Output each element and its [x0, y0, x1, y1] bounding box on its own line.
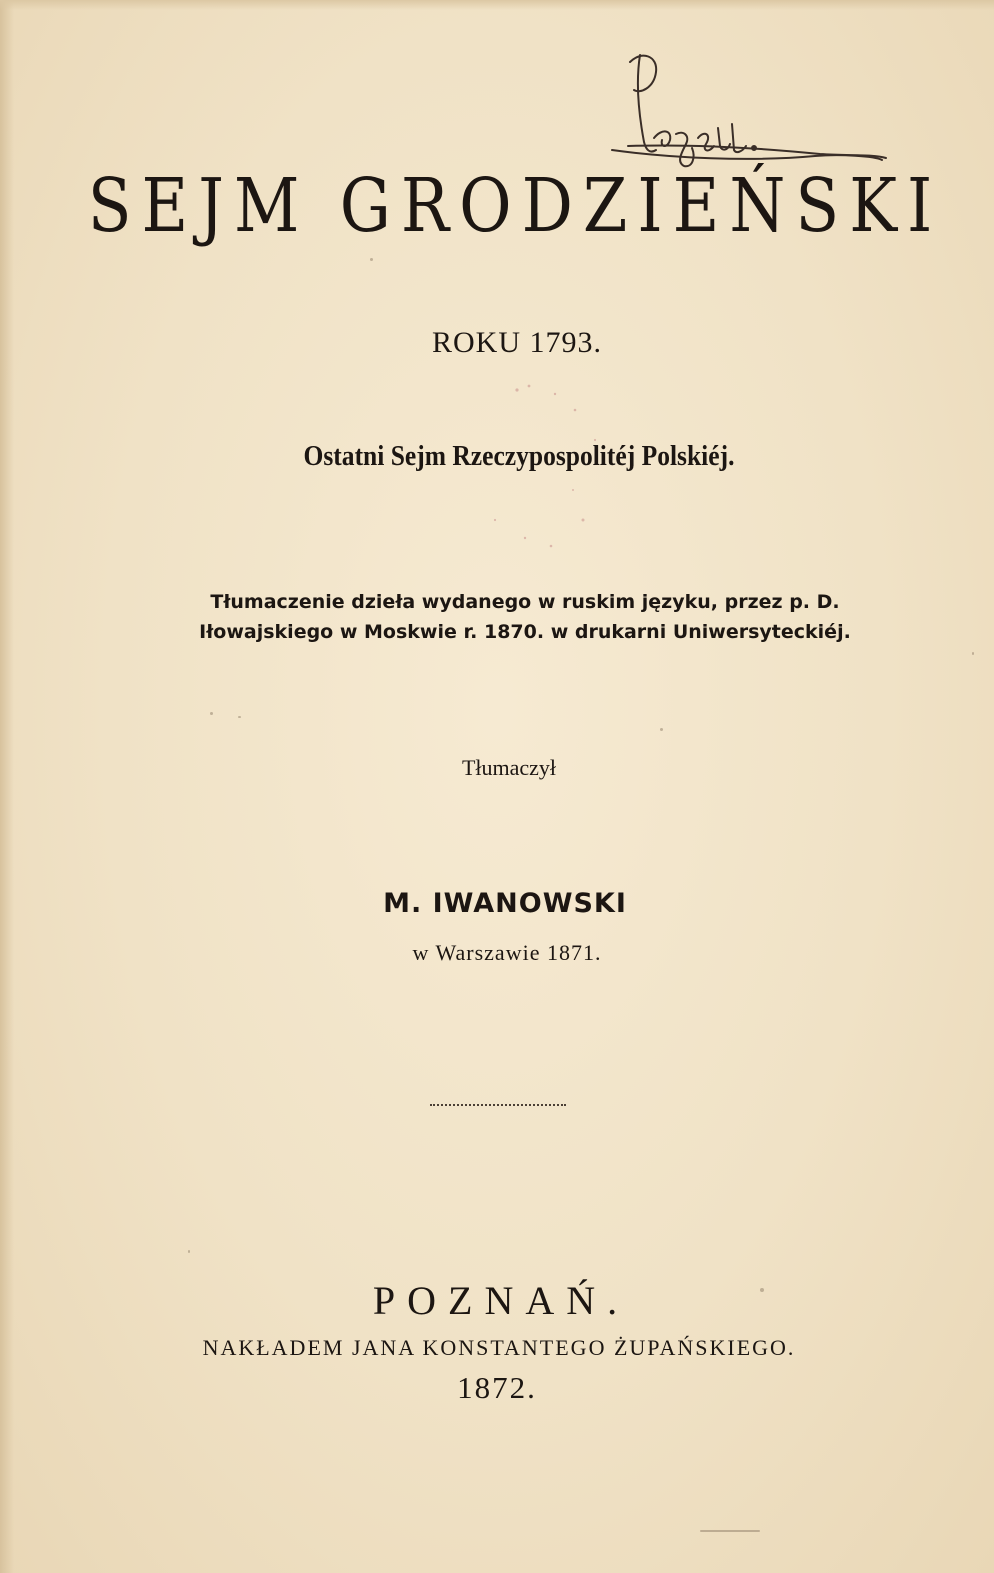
- imprint-city: POZNAŃ.: [372, 1278, 630, 1323]
- paper-speck: [972, 652, 974, 655]
- imprint-year: 1872.: [457, 1370, 537, 1405]
- subtitle: Ostatni Sejm Rzeczypospolitéj Polskiéj.: [303, 440, 735, 472]
- paper-speck: [760, 1288, 764, 1292]
- translation-note-text: Tłumaczenie dzieła wydanego w ruskim języku, przez p. D. Iłowajskiego w Moskwie r. 1870. w drukarni Uniwersyteckiéj.: [199, 591, 851, 643]
- place-and-date: w Warszawie 1871.: [412, 940, 602, 965]
- paper-speck: [370, 258, 373, 261]
- title-year: ROKU 1793.: [431, 326, 602, 359]
- paper-speck: [210, 712, 213, 715]
- paper-speck: [188, 1250, 190, 1253]
- imprint-publisher: NAKŁADEM JANA KONSTANTEGO ŻUPAŃSKIEGO.: [202, 1335, 796, 1360]
- dotted-divider: [430, 1104, 566, 1106]
- paper-speck: [660, 728, 663, 731]
- author-name: M. IWANOWSKI: [383, 888, 627, 919]
- translation-note: [28, 587, 994, 647]
- handwritten-signature: [600, 50, 890, 180]
- paper-speck: [238, 716, 241, 718]
- translator-label: Tłumaczył: [461, 755, 557, 780]
- paper-speck: [700, 1530, 760, 1532]
- book-title: SEJM GRODZIEŃSKI: [87, 164, 943, 250]
- paper-edge-top: [0, 0, 994, 10]
